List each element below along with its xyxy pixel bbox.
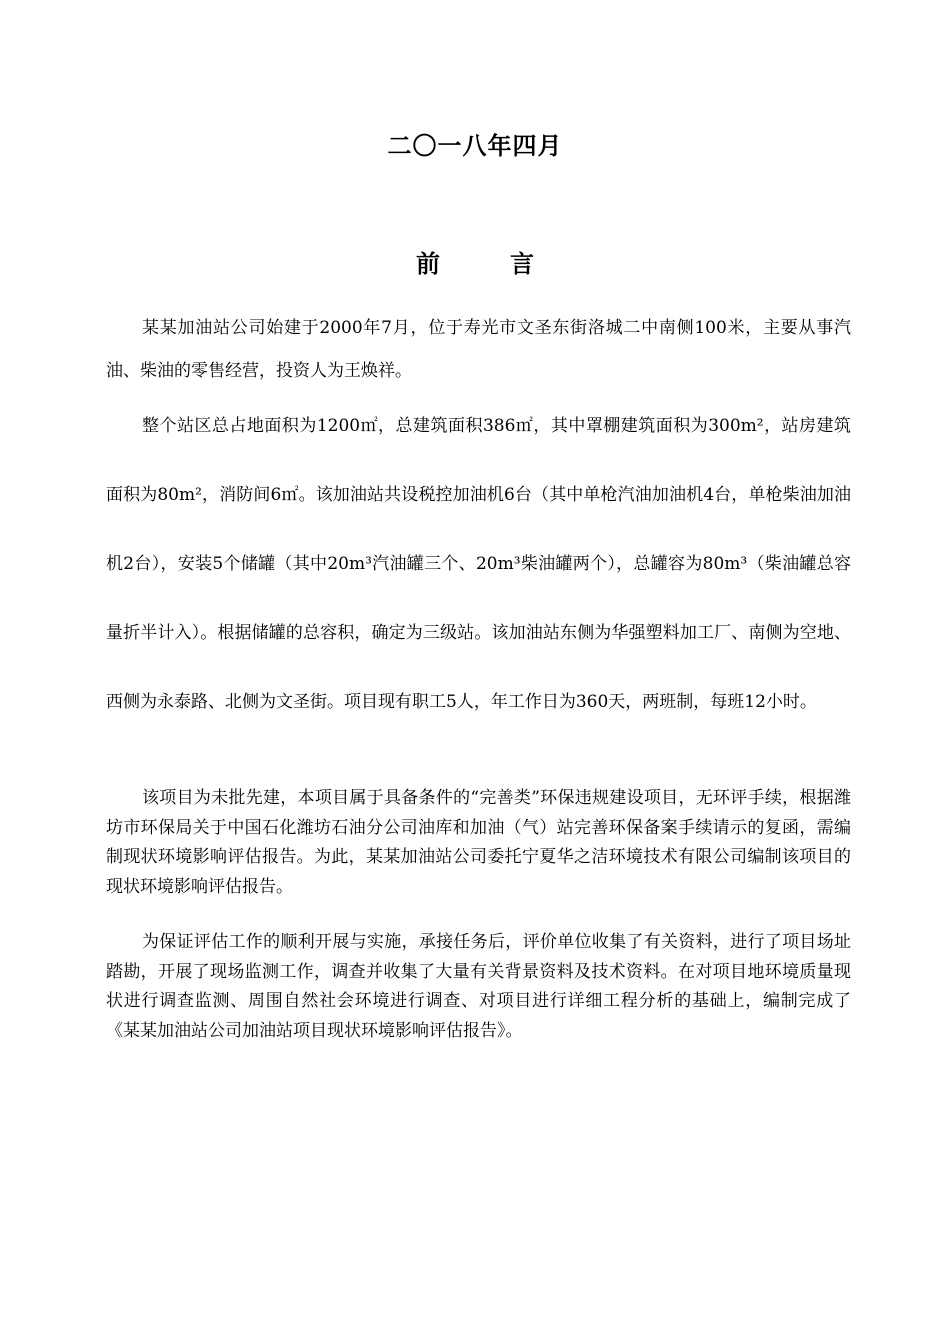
paragraph-assessment-work: 为保证评估工作的顺利开展与实施，承接任务后，评价单位收集了有关资料，进行了项目场址踏勘，开展了现场监测工作，调查并收集了大量有关背景资料及技术资料。在对项目地环境质量现状进行调查监测、周围自然社会环境进行调查、对项目进行详细工程分析的基础上，编制完成了《某某加油站公司加油站项目现状环境影响评估报告》。 [106, 932, 851, 1041]
paragraph-project-status: 该项目为未批先建，本项目属于具备条件的“完善类”环保违规建设项目，无环评手续，根据潍坊市环保局关于中国石化潍坊石油分公司油库和加油（气）站完善环保备案手续请示的复函，需编制现状环境影响评估报告。为此，某某加油站公司委托宁夏华之洁环境技术有限公司编制该项目的现状环境影响评估报告。 [106, 788, 851, 897]
paragraph-intro: 某某加油站公司始建于2000年7月，位于寿光市文圣东街洛城二中南侧100米，主要从事汽油、柴油的零售经营，投资人为王焕祥。 [106, 318, 851, 381]
paragraph-site-details: 整个站区总占地面积为1200㎡，总建筑面积386㎡，其中罩棚建筑面积为300m²，站房建筑面积为80m²，消防间6㎡。该加油站共设税控加油机6台（其中单枪汽油加油机4台，单枪柴油加油机2台），安装5个储罐（其中20m³汽油罐三个、20m³柴油罐两个），总罐容为80m³（柴油罐总容量折半计入）。根据储罐的总容积，确定为三级站。该加油站东侧为华强塑料加工厂、南侧为空地、西侧为永泰路、北侧为文圣街。项目现有职工5人，年工作日为360天，两班制，每班12小时。 [106, 416, 851, 712]
date-heading: 二〇一八年四月 [387, 132, 563, 160]
section-title-left: 前 [416, 250, 440, 278]
section-title-right: 言 [510, 250, 534, 278]
section-title [0, 246, 950, 282]
